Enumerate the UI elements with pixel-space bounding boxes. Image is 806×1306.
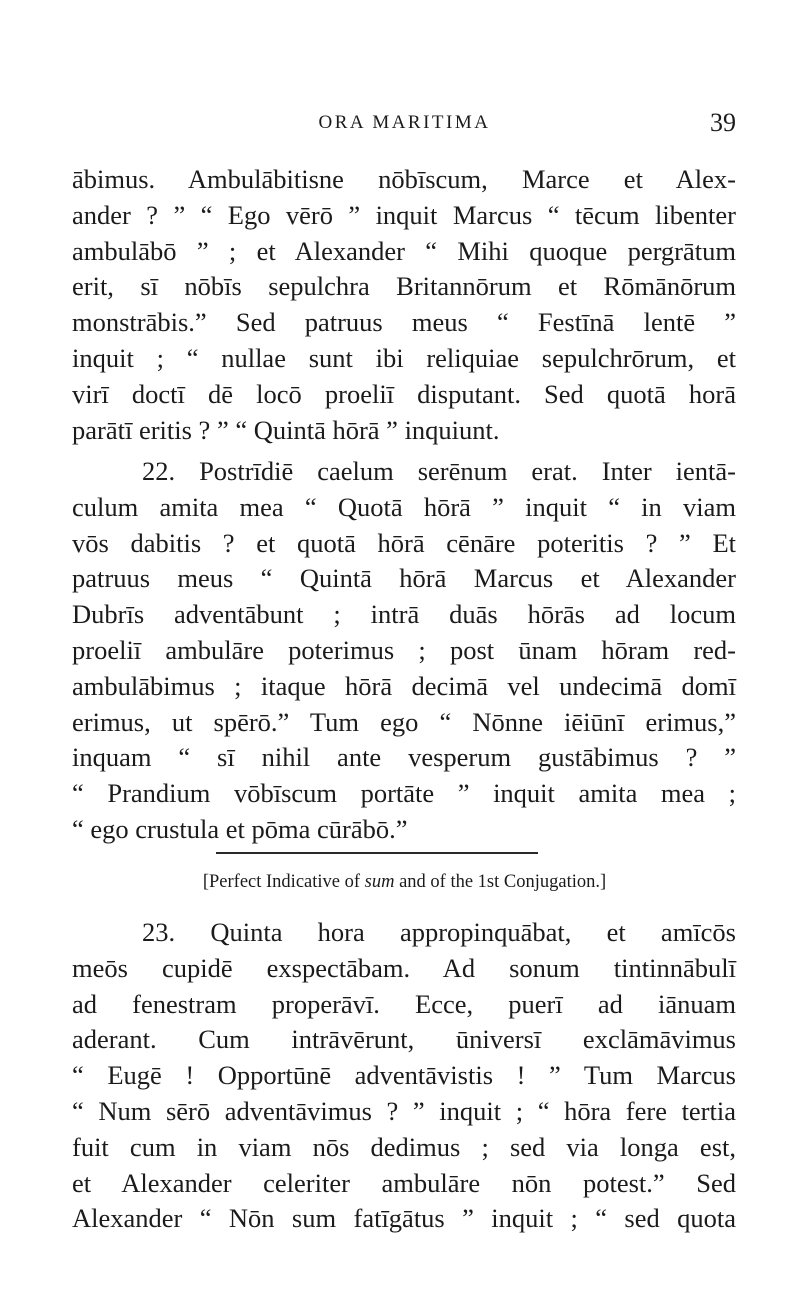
- section-heading-italic: sum: [364, 872, 395, 892]
- text-line: “ Prandium vōbīscum portāte ” inquit amita mea ;: [72, 778, 736, 809]
- text-line: ander ? ” “ Ego vērō ” inquit Marcus “ tēcum libenter: [72, 199, 736, 230]
- text-line: Dubrīs adventābunt ; intrā duās hōrās ad locum: [72, 599, 736, 630]
- text-line: vōs dabitis ? et quotā hōrā cēnāre poteritis ? ” Et: [72, 527, 736, 558]
- text-line: meōs cupidē exspectābam. Ad sonum tintinnābulī: [72, 952, 736, 983]
- text-line: ambulābō ” ; et Alexander “ Mihi quoque pergrātum: [72, 235, 736, 266]
- paragraph-23: [72, 915, 736, 1237]
- text-line: ambulābimus ; itaque hōrā decimā vel undecimā domī: [72, 670, 736, 701]
- text-line: monstrābis.” Sed patruus meus “ Festīnā lentē ”: [72, 307, 736, 338]
- paragraph-1: [72, 162, 736, 448]
- page-number: 39: [710, 108, 736, 137]
- text-line: 22. Postrīdiē caelum serēnum erat. Inter ientā-: [142, 456, 736, 486]
- running-head: [73, 108, 736, 148]
- text-line: patruus meus “ Quintā hōrā Marcus et Alexander: [72, 563, 736, 594]
- text-line: fuit cum in viam nōs dedimus ; sed via longa est,: [72, 1131, 736, 1162]
- text-line: “ ego crustula et pōma cūrābō.”: [72, 813, 408, 844]
- text-line: parātī eritis ? ” “ Quintā hōrā ” inquiunt.: [72, 414, 500, 445]
- section-heading-start: [Perfect Indicative of: [202, 872, 365, 892]
- section-heading: [73, 870, 736, 894]
- text-line: erimus, ut spērō.” Tum ego “ Nōnne iēiūnī erimus,”: [72, 706, 736, 737]
- text-line: inquam “ sī nihil ante vesperum gustābimus ? ”: [72, 742, 736, 773]
- text-line: 23. Quinta hora appropinquābat, et amīcōs: [142, 917, 736, 947]
- text-line: virī doctī dē locō proeliī disputant. Sed quotā horā: [72, 378, 736, 409]
- text-line: ābimus. Ambulābitisne nōbīscum, Marce et Alex-: [72, 164, 736, 194]
- section-divider: [216, 852, 538, 854]
- text-line: inquit ; “ nullae sunt ibi reliquiae sepulchrōrum, et: [72, 342, 736, 373]
- text-line: “ Eugē ! Opportūnē adventāvistis ! ” Tum Marcus: [72, 1060, 736, 1091]
- text-line: “ Num sērō adventāvimus ? ” inquit ; “ hōra fere tertia: [72, 1095, 736, 1126]
- text-line: proeliī ambulāre poterimus ; post ūnam hōram red-: [72, 634, 736, 665]
- text-line: culum amita mea “ Quotā hōrā ” inquit “ in viam: [72, 491, 736, 522]
- text-line: aderant. Cum intrāvērunt, ūniversī exclāmāvimus: [72, 1024, 736, 1055]
- text-line: et Alexander celeriter ambulāre nōn potest.” Sed: [72, 1167, 736, 1198]
- section-heading-end: and of the 1st Conjugation.]: [394, 872, 607, 892]
- running-title: ORA MARITIMA: [318, 112, 491, 133]
- text-line: Alexander “ Nōn sum fatīgātus ” inquit ; “ sed quota: [72, 1203, 736, 1234]
- text-line: erit, sī nōbīs sepulchra Britannōrum et Rōmānōrum: [72, 271, 736, 302]
- paragraph-22: [72, 454, 736, 848]
- text-line: ad fenestram properāvī. Ecce, puerī ad iānuam: [72, 988, 736, 1019]
